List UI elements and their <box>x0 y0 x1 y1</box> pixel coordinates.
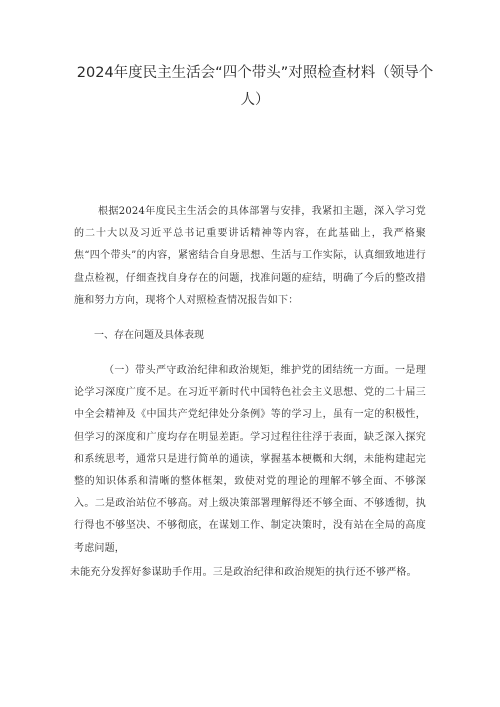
section-paragraph: （一）带头严守政治纪律和政治规矩，维护党的团结统一方面。一是理论学习深度广度不足。在习近平新时代中国特色社会主义思想、党的二十届三中全会精神及《中国共产党纪律处分条例》等的学习上，虽有一定的积极性，但学习的深度和广度均存在明显差距。学习过程往往浮于表面，缺乏深入探究和系统思考，通常只是进行简单的通读，掌握基本梗概和大纲，未能构建起完整的知识体系和清晰的整体框架，致使对党的理论的理解不够全面、不够深入。二是政治站位不够高。对上级决策部署理解得还不够全面、不够透彻，执行得也不够坚决、不够彻底，在谋划工作、制定决策时，没有站在全局的高度考虑问题， <box>74 365 426 554</box>
document-body <box>70 201 426 584</box>
intro-paragraph: 根据2024年度民主生活会的具体部署与安排，我紧扣主题，深入学习党的二十大以及习近平总书记重要讲话精神等内容，在此基础上，我严格聚焦“四个带头”的内容，紧密结合自身思想、生活与工作实际，认真细致地进行盘点检视，仔细查找自身存在的问题，找准问题的症结，明确了今后的整改措施和努力方向，现将个人对照检查情况报告如下： <box>74 206 426 306</box>
section-paragraph-continuation: 未能充分发挥好参谋助手作用。三是政治纪律和政治规矩的执行还不够严格。 <box>70 566 417 578</box>
section-heading: 一、存在问题及具体表现 <box>94 330 204 342</box>
document-title: 2024年度民主生活会“四个带头”对照检查材料（领导个人） <box>76 65 434 108</box>
